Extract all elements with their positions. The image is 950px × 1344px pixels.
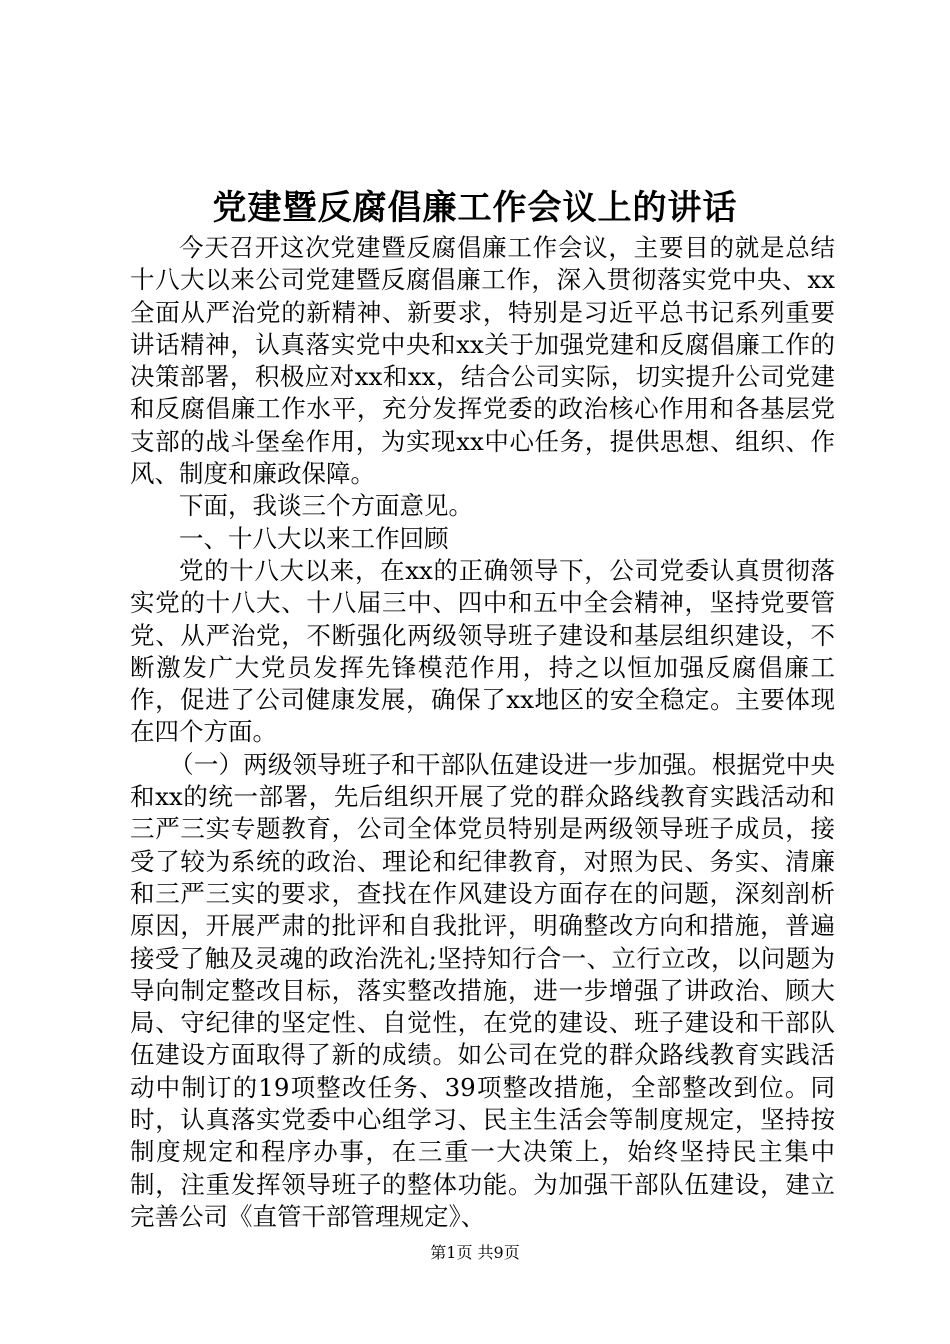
document-body: [130, 232, 835, 1233]
paragraph-outline: 下面，我谈三个方面意见。: [179, 491, 473, 521]
page-footer: 第1页 共9页: [430, 1243, 520, 1262]
paragraph-intro: 今天召开这次党建暨反腐倡廉工作会议，主要目的就是总结十八大以来公司党建暨反腐倡廉工作，深入贯彻落实党中央、xx全面从严治党的新精神、新要求，特别是习近平总书记系列重要讲话精神，认真落实党中央和xx关于加强党建和反腐倡廉工作的决策部署，积极应对xx和xx，结合公司实际，切实提升公司党建和反腐倡廉工作水平，充分发挥党委的政治核心作用和各基层党支部的战斗堡垒作用，为实现xx中心任务，提供思想、组织、作风、制度和廉政保障。: [130, 233, 835, 489]
section-heading: 一、十八大以来工作回顾: [179, 523, 449, 553]
document-title: 党建暨反腐倡廉工作会议上的讲话: [212, 188, 738, 228]
paragraph-review: 党的十八大以来，在xx的正确领导下，公司党委认真贯彻落实党的十八大、十八届三中、四中和五中全会精神，坚持党要管党、从严治党，不断强化两级领导班子建设和基层组织建设，不断激发广大党员发挥先锋模范作用，持之以恒加强反腐倡廉工作，促进了公司健康发展，确保了xx地区的安全稳定。主要体现在四个方面。: [130, 555, 835, 747]
paragraph-subsection-1: （一）两级领导班子和干部队伍建设进一步加强。根据党中央和xx的统一部署，先后组织开展了党的群众路线教育实践活动和三严三实专题教育，公司全体党员特别是两级领导班子成员，接受了较为系统的政治、理论和纪律教育，对照为民、务实、清廉和三严三实的要求，查找在作风建设方面存在的问题，深刻剖析原因，开展严肃的批评和自我批评，明确整改方向和措施，普遍接受了触及灵魂的政治洗礼;坚持知行合一、立行立改，以问题为导向制定整改目标，落实整改措施，进一步增强了讲政治、顾大局、守纪律的坚定性、自觉性，在党的建设、班子建设和干部队伍建设方面取得了新的成绩。如公司在党的群众路线教育实践活动中制订的19项整改任务、39项整改措施，全部整改到位。同时，认真落实党委中心组学习、民主生活会等制度规定，坚持按制度规定和程序办事，在三重一大决策上，始终坚持民主集中制，注重发挥领导班子的整体功能。为加强干部队伍建设，建立完善公司《直管干部管理规定》、: [130, 749, 835, 1231]
